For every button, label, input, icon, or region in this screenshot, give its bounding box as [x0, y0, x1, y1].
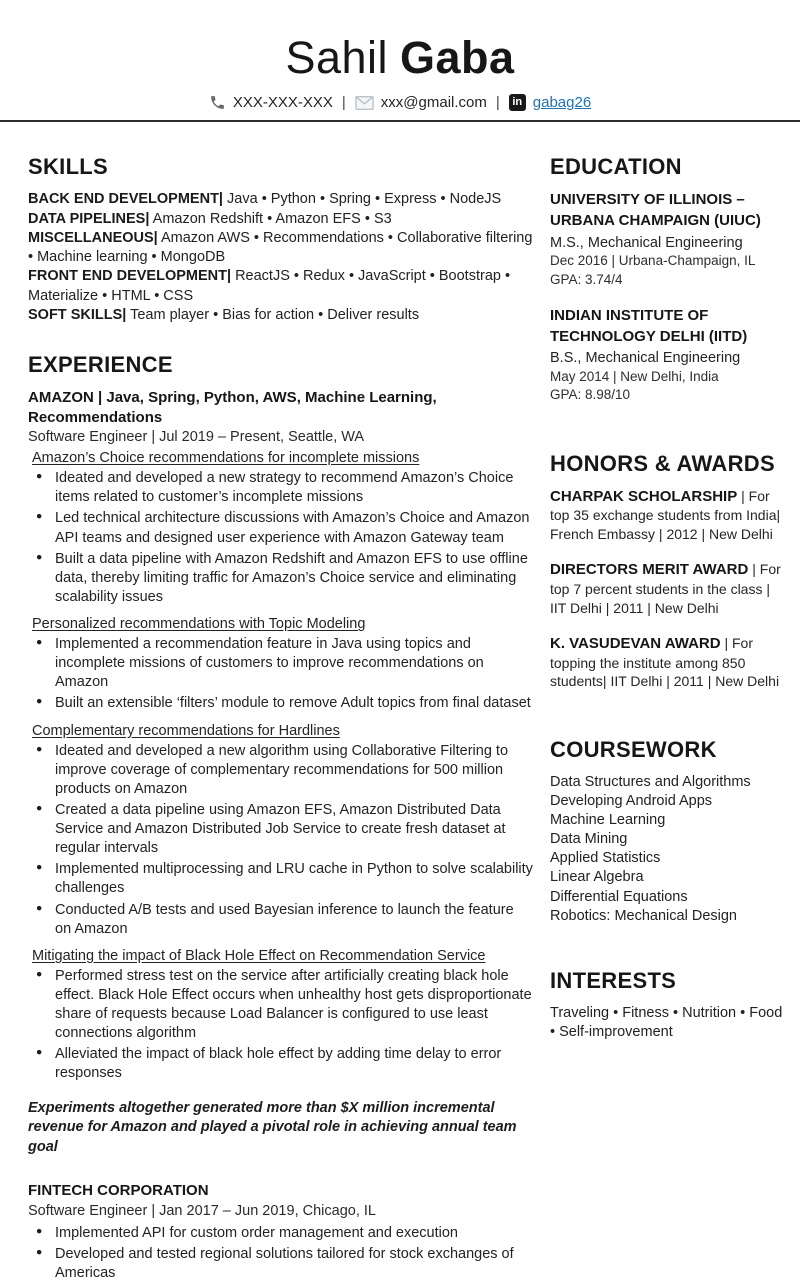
school-name: UNIVERSITY OF ILLINOIS – URBANA CHAMPAIGN (UIUC) — [550, 191, 761, 229]
project-heading: Mitigating the impact of Black Hole Effect on Recommendation Service — [32, 947, 486, 964]
linkedin-icon: in — [509, 94, 526, 111]
award-block — [550, 487, 788, 544]
date-location: Dec 2016 | Urbana-Champaign, IL — [550, 253, 756, 269]
skills-list — [28, 190, 533, 325]
bullet-item: ● Developed and tested regional solutions tailored for stock exchanges of Americas — [28, 1245, 533, 1283]
bullet-item: ● Alleviated the impact of black hole effect by adding time delay to error responses — [28, 1045, 533, 1083]
gpa: GPA: 8.98/10 — [550, 387, 631, 403]
bullet-item: ● Created a data pipeline using Amazon EFS, Amazon Distributed Data Service and Amazon Distributed Job Service to create fresh dataset at regular intervals — [28, 801, 533, 858]
experience-heading: EXPERIENCE — [28, 352, 173, 378]
course-item: Differential Equations — [550, 888, 688, 905]
contact-bar — [0, 94, 800, 111]
award-block — [550, 560, 788, 617]
skill-label: DATA PIPELINES| — [28, 210, 150, 227]
bullet-list — [28, 635, 533, 714]
skill-label: MISCELLANEOUS| — [28, 229, 158, 246]
phone-icon — [209, 94, 226, 111]
award-title: K. VASUDEVAN AWARD — [550, 635, 721, 653]
bullet-list — [28, 469, 533, 607]
course-item: Robotics: Mechanical Design — [550, 907, 737, 924]
course-item: Machine Learning — [550, 812, 666, 829]
award-title: CHARPAK SCHOLARSHIP — [550, 487, 738, 505]
award-details: | For top 7 percent students in the class | IIT Delhi | 2011 | New Delhi — [550, 561, 781, 616]
skill-values: Team player • Bias for action • Deliver results — [130, 306, 420, 323]
school-block — [550, 306, 788, 405]
right-column — [550, 154, 788, 1285]
course-list — [550, 773, 788, 926]
skill-label: FRONT END DEVELOPMENT| — [28, 268, 232, 285]
bullet-item: ● Implemented a recommendation feature in Java using topics and incomplete missions of customers to improve recommendations on Amazon — [28, 635, 533, 692]
skill-values: Amazon Redshift • Amazon EFS • S3 — [152, 210, 392, 227]
interests-heading: INTERESTS — [550, 967, 677, 993]
gpa: GPA: 3.74/4 — [550, 271, 623, 287]
school-block — [550, 190, 788, 289]
bullet-item: ● Conducted A/B tests and used Bayesian inference to launch the feature on Amazon — [28, 901, 533, 939]
section-skills — [28, 154, 533, 325]
bullet-item: ● Performed stress test on the service after artificially creating black hole effect. Black Hole Effect occurs when unhealthy host gets disproportionate share of requests because Load Balancer is configured to use least connections algorithm — [28, 967, 533, 1044]
section-experience — [28, 352, 533, 1283]
skill-values: Java • Python • Spring • Express • NodeJS — [227, 191, 502, 208]
bullet-item: ● Built an extensible ‘filters’ module to remove Adult topics from final dataset — [28, 694, 533, 713]
linkedin-link[interactable]: gabag26 — [532, 94, 592, 112]
award-details: | For topping the institute among 850 students| IIT Delhi | 2011 | New Delhi — [550, 635, 780, 690]
skill-item — [28, 229, 533, 268]
company-separator: | — [98, 389, 103, 407]
bullet-item: ● Implemented API for custom order management and execution — [28, 1224, 533, 1243]
email-address: xxx@gmail.com — [380, 94, 487, 112]
section-interests — [550, 968, 788, 1043]
bullet-list — [28, 1224, 533, 1283]
education-heading: EDUCATION — [550, 154, 682, 180]
project-heading: Amazon’s Choice recommendations for incomplete missions — [32, 450, 420, 467]
skill-values: Amazon AWS • Recommendations • Collaborative filtering • Machine learning • MongoDB — [28, 229, 533, 266]
left-column — [28, 154, 533, 1285]
candidate-name — [0, 34, 800, 81]
award-title: DIRECTORS MERIT AWARD — [550, 561, 749, 579]
skill-item — [28, 210, 533, 229]
job-fintech — [28, 1181, 533, 1283]
contact-separator-2: | — [495, 94, 500, 112]
honors-heading: HONORS & AWARDS — [550, 450, 775, 476]
interests-text: Traveling • Fitness • Nutrition • Food • Self-improvement — [550, 1004, 783, 1041]
job-amazon — [28, 388, 533, 1157]
date-location: May 2014 | New Delhi, India — [550, 369, 719, 385]
course-item: Data Structures and Algorithms — [550, 773, 751, 790]
skills-heading: SKILLS — [28, 154, 109, 180]
bullet-item: ● Ideated and developed a new strategy to recommend Amazon’s Choice items related to customer’s incomplete missions — [28, 469, 533, 507]
role-line: Software Engineer | Jan 2017 – Jun 2019, Chicago, IL — [28, 1202, 376, 1219]
first-name: Sahil — [285, 32, 389, 83]
course-item: Linear Algebra — [550, 869, 644, 886]
resume-body — [0, 122, 800, 1285]
degree: B.S., Mechanical Engineering — [550, 350, 741, 367]
bullet-list — [28, 742, 533, 939]
bullet-list — [28, 967, 533, 1084]
company-line — [28, 388, 533, 427]
project-heading: Personalized recommendations with Topic Modeling — [32, 616, 366, 633]
course-item: Data Mining — [550, 831, 628, 848]
bullet-item: ● Implemented multiprocessing and LRU cache in Python to solve scalability challenges — [28, 860, 533, 898]
last-name: Gaba — [400, 32, 515, 83]
company-name: FINTECH CORPORATION — [28, 1182, 209, 1200]
resume-header — [0, 0, 800, 122]
section-coursework — [550, 737, 788, 926]
skill-item — [28, 190, 533, 209]
company-tech: Java, Spring, Python, AWS, Machine Learning, Recommendations — [28, 389, 437, 426]
award-details: | For top 35 exchange students from India| French Embassy | 2012 | New Delhi — [550, 487, 781, 542]
skill-label: SOFT SKILLS| — [28, 306, 127, 323]
project-heading: Complementary recommendations for Hardlines — [32, 722, 340, 739]
skill-item — [28, 267, 533, 306]
section-education — [550, 154, 788, 404]
award-block — [550, 634, 788, 691]
school-name: INDIAN INSTITUTE OF TECHNOLOGY DELHI (IITD) — [550, 306, 748, 345]
phone-number: XXX-XXX-XXX — [232, 94, 333, 112]
job-summary: Experiments altogether generated more than $X million incremental revenue for Amazon and played a pivotal role in achieving annual team goal — [28, 1099, 517, 1155]
course-item: Developing Android Apps — [550, 792, 713, 809]
section-honors — [550, 451, 788, 691]
bullet-item: ● Ideated and developed a new algorithm using Collaborative Filtering to improve coverage of complementary recommendations for 500 million products on Amazon — [28, 742, 533, 799]
bullet-item: ● Built a data pipeline with Amazon Redshift and Amazon EFS to use offline data, thereby limiting traffic for Amazon’s Choice service and eliminating scalability issues — [28, 550, 533, 607]
course-item: Applied Statistics — [550, 850, 661, 867]
bullet-item: ● Led technical architecture discussions with Amazon’s Choice and Amazon API teams and designed user experience with Amazon Gateway team — [28, 509, 533, 547]
email-icon — [355, 96, 374, 110]
contact-separator: | — [341, 94, 346, 112]
skill-values: ReactJS • Redux • JavaScript • Bootstrap • Materialize • HTML • CSS — [28, 268, 511, 304]
role-line: Software Engineer | Jul 2019 – Present, Seattle, WA — [28, 429, 365, 446]
skill-label: BACK END DEVELOPMENT| — [28, 191, 223, 208]
coursework-heading: COURSEWORK — [550, 736, 717, 762]
company-name: AMAZON — [28, 389, 94, 407]
skill-item — [28, 306, 533, 325]
degree: M.S., Mechanical Engineering — [550, 234, 743, 251]
